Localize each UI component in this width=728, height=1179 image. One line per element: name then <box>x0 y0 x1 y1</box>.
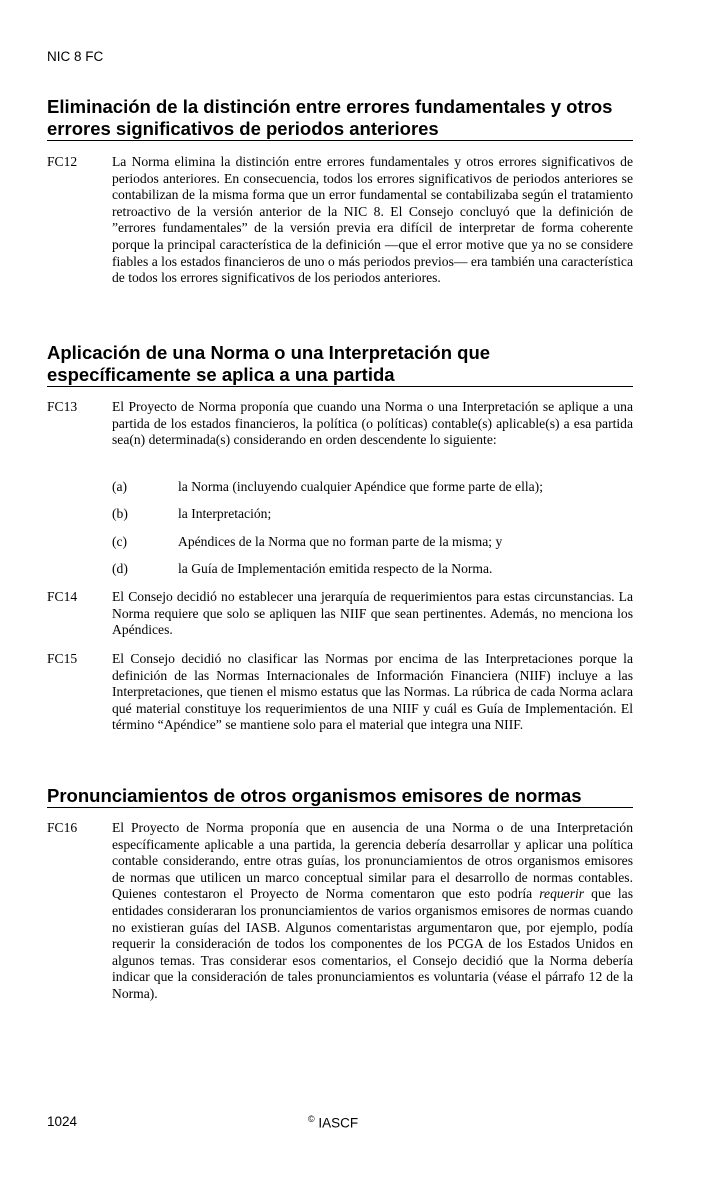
paragraph-fc13 <box>47 399 633 469</box>
running-head: NIC 8 FC <box>47 49 104 64</box>
list-item-label: (b) <box>112 506 128 521</box>
paragraph-fc16 <box>47 820 633 1030</box>
paragraph-fc15 <box>47 651 633 756</box>
list-item-text: Apéndices de la Norma que no forman parte de la misma; y <box>178 534 503 549</box>
paragraph-text <box>112 820 633 1003</box>
list-item-text: la Guía de Implementación emitida respecto de la Norma. <box>178 561 493 576</box>
section-title: Aplicación de una Norma o una Interpretación que específicamente se aplica a una partida <box>47 342 633 387</box>
emphasized-word: requerir <box>539 886 585 902</box>
paragraph-fc14 <box>47 589 633 641</box>
paragraph-fc12 <box>47 154 633 314</box>
list-item-label: (a) <box>112 479 128 494</box>
list-item-label: (c) <box>112 534 128 549</box>
page-number: 1024 <box>47 1114 78 1129</box>
paragraph-text: La Norma elimina la distinción entre errores fundamentales y otros errores significativos de periodos anteriores. En consecuencia, todos los errores significativos de periodos anteriores se contabilizan de la misma forma que un error fundamental se contabilizaba según el tratamiento retroactivo de la versión anterior de la NIC 8. El Consejo concluyó que la definición de ”errores fundamentales” de la versión previa era difícil de interpretar de forma coherente porque la principal característica de la definición —que el error motive que ya no se considere fiables a los estados financieros de uno o más periodos previos— era también una característica de todos los errores significativos de los periodos anteriores. <box>112 154 633 286</box>
paragraph-text: El Consejo decidió no establecer una jerarquía de requerimientos para estas circunstancias. La Norma requiere que solo se apliquen las NIIF que sean pertinentes. Además, no menciona los Apéndices. <box>112 589 633 638</box>
paragraph-number: FC16 <box>47 820 78 835</box>
paragraph-number: FC12 <box>47 154 78 169</box>
copyright-notice <box>308 1114 358 1131</box>
paragraph-number: FC14 <box>47 589 78 604</box>
paragraph-text: El Proyecto de Norma proponía que cuando una Norma o una Interpretación se aplique a una partida de los estados financieros, la política (o políticas) contable(s) aplicable(s) a esa partida sea(n) determinada(s) considerando en orden descendente lo siguiente: <box>112 399 633 448</box>
list-item-text: la Interpretación; <box>178 506 272 521</box>
paragraph-text-part: El Proyecto de Norma proponía que en ausencia de una Norma o de una Interpretación específicamente aplicable a una partida, la gerencia debería desarrollar y aplicar una política contable considerando, entre otras guías, los pronunciamientos de otros organismos emisores de normas que utilicen un marco conceptual similar para el desarrollo de normas contables. Quienes contestaron el Proyecto de Norma comentaron que esto podría <box>112 820 633 902</box>
copyright-holder: IASCF <box>318 1115 359 1131</box>
paragraph-number: FC15 <box>47 651 78 666</box>
paragraph-text: El Consejo decidió no clasificar las Normas por encima de las Interpretaciones porque la definición de las Normas Internacionales de Información Financiera (NIIF) incluye a las Interpretaciones, que tienen el mismo estatus que las Normas. La rúbrica de cada Norma aclara qué material constituye los requerimientos de una NIIF y cuál es Guía de Implementación. El término “Apéndice” se mantiene solo para el material que integra una NIIF. <box>112 651 633 733</box>
copyright-symbol: © <box>308 1114 315 1124</box>
list-item-text: la Norma (incluyendo cualquier Apéndice que forme parte de ella); <box>178 479 543 494</box>
list-item-label: (d) <box>112 561 128 576</box>
section-title: Eliminación de la distinción entre errores fundamentales y otros errores significativos de periodos anteriores <box>47 96 633 141</box>
paragraph-text-part: que las entidades consideraran los pronunciamientos de varios organismos emisores de normas cuando no existieran guías del IASB. Algunos comentaristas argumentaron que, por ejemplo, podía requerir la consideración de todos los componentes de los PCGA de los Estados Unidos en algunos temas. Tras considerar esos comentarios, el Consejo decidió que la Norma debería indicar que la consideración de tales pronunciamientos es voluntaria (véase el párrafo 12 de la Norma). <box>112 886 633 1001</box>
paragraph-number: FC13 <box>47 399 78 414</box>
section-title: Pronunciamientos de otros organismos emisores de normas <box>47 785 633 808</box>
